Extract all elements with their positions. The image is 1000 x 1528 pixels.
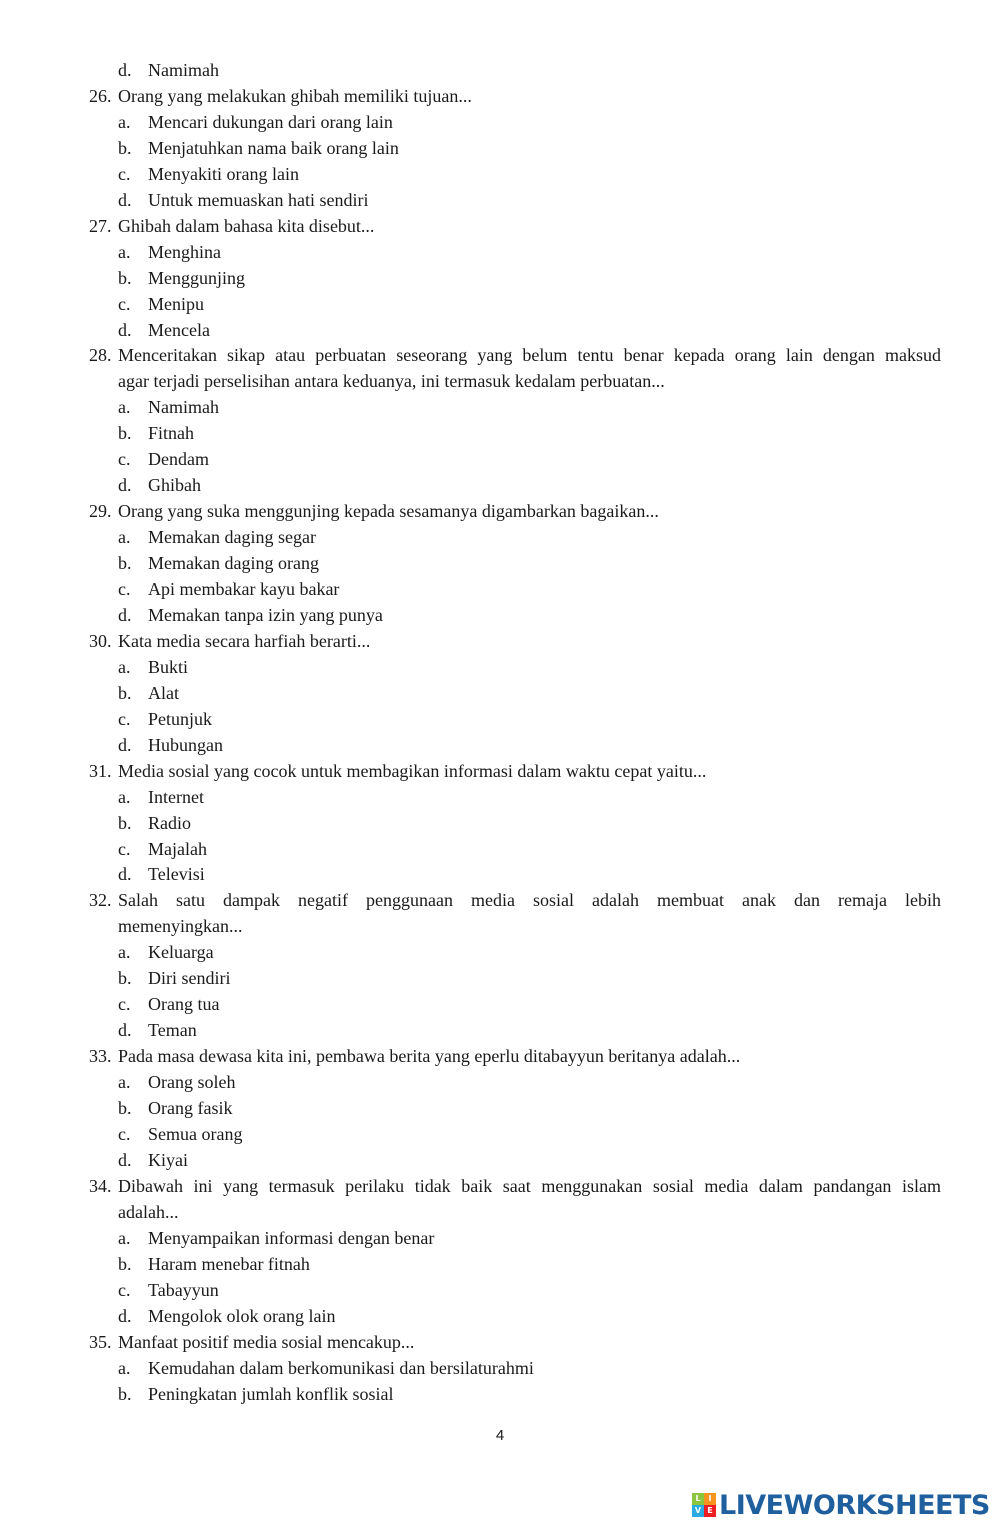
option-letter: d. — [118, 1149, 132, 1170]
option-letter: a. — [118, 527, 131, 548]
question-text: adalah... — [118, 1201, 179, 1222]
option-letter: a. — [118, 397, 131, 418]
option-letter: c. — [118, 163, 131, 184]
question-number: 33. — [89, 1046, 112, 1067]
question-text: Salah satu dampak negatif penggunaan media sosial adalah membuat anak dan remaja lebih — [118, 890, 941, 911]
option-letter: d. — [118, 864, 132, 885]
option-letter: a. — [118, 1072, 131, 1092]
option-text: Haram menebar fitnah — [148, 1253, 310, 1274]
question-text: Orang yang suka menggunjing kepada sesamanya digambarkan bagaikan... — [118, 501, 659, 522]
option-letter: c. — [118, 579, 131, 599]
option-text: Semua orang — [148, 1124, 243, 1144]
option-letter: b. — [118, 812, 132, 833]
option-letter: c. — [118, 1279, 131, 1300]
option-text: Namimah — [148, 60, 219, 80]
option-letter: a. — [118, 111, 131, 132]
option-text: Internet — [148, 786, 204, 807]
option-letter: d. — [118, 319, 132, 340]
option-text: Orang tua — [148, 994, 220, 1015]
option-letter: a. — [118, 1227, 131, 1248]
option-letter: c. — [118, 449, 131, 470]
option-text: Teman — [148, 1020, 197, 1041]
option-text: Majalah — [148, 838, 207, 859]
option-text: Orang fasik — [148, 1098, 233, 1118]
option-text: Radio — [148, 812, 191, 833]
logo-letter: V — [692, 1505, 704, 1517]
question-text: Media sosial yang cocok untuk membagikan informasi dalam waktu cepat yaitu... — [118, 760, 707, 781]
page-number: 4 — [495, 1427, 505, 1444]
option-letter: a. — [118, 1357, 131, 1378]
option-text: Peningkatan jumlah konflik sosial — [148, 1383, 394, 1404]
option-text: Memakan tanpa izin yang punya — [148, 604, 383, 625]
option-letter: a. — [118, 656, 131, 677]
option-text: Hubungan — [148, 734, 223, 755]
question-text: memenyingkan... — [118, 916, 243, 937]
question-text: Menceritakan sikap atau perbuatan seseorang yang belum tentu benar kepada orang lain dengan maksud — [118, 345, 941, 366]
question-text: Manfaat positif media sosial mencakup... — [118, 1331, 415, 1352]
option-text: Mencari dukungan dari orang lain — [148, 111, 393, 132]
option-text: Diri sendiri — [148, 968, 231, 989]
question-number: 35. — [89, 1331, 112, 1352]
option-letter: d. — [118, 1020, 132, 1041]
option-text: Alat — [148, 682, 179, 703]
question-number: 34. — [89, 1175, 112, 1196]
option-text: Dendam — [148, 449, 209, 470]
question-number: 27. — [89, 215, 112, 236]
option-letter: c. — [118, 708, 131, 729]
option-letter: c. — [118, 994, 131, 1015]
option-letter: a. — [118, 241, 131, 262]
brand-name: LIVEWORKSHEETS — [719, 1489, 990, 1521]
option-text: Menyampaikan informasi dengan benar — [148, 1227, 435, 1248]
option-letter: d. — [118, 60, 132, 80]
option-text: Untuk memuaskan hati sendiri — [148, 189, 369, 210]
option-text: Mencela — [148, 319, 210, 340]
logo-letter: I — [704, 1493, 716, 1505]
option-letter: b. — [118, 682, 132, 703]
question-text: Pada masa dewasa kita ini, pembawa berita yang eperlu ditabayyun beritanya adalah... — [118, 1046, 741, 1067]
option-letter: d. — [118, 734, 132, 755]
option-text: Televisi — [148, 864, 205, 885]
question-text: agar terjadi perselisihan antara keduanya, ini termasuk kedalam perbuatan... — [118, 371, 665, 392]
option-text: Menghina — [148, 241, 221, 262]
logo-letter: E — [704, 1505, 716, 1517]
question-text: Dibawah ini yang termasuk perilaku tidak baik saat menggunakan sosial media dalam pandangan islam — [118, 1175, 941, 1196]
option-letter: c. — [118, 838, 131, 859]
option-text: Petunjuk — [148, 708, 213, 729]
question-number: 31. — [89, 760, 112, 781]
liveworksheets-logo-icon — [692, 1493, 716, 1517]
question-text: Ghibah dalam bahasa kita disebut... — [118, 215, 375, 236]
question-number: 30. — [89, 630, 112, 651]
option-letter: c. — [118, 293, 131, 314]
option-text: Keluarga — [148, 942, 214, 963]
logo-letter: L — [692, 1493, 704, 1505]
option-letter: d. — [118, 1305, 132, 1326]
option-text: Menyakiti orang lain — [148, 163, 299, 184]
option-letter: a. — [118, 942, 131, 963]
question-number: 32. — [89, 890, 112, 911]
option-letter: b. — [118, 267, 132, 288]
option-text: Kemudahan dalam berkomunikasi dan bersilaturahmi — [148, 1357, 534, 1378]
option-text: Menjatuhkan nama baik orang lain — [148, 137, 399, 158]
option-text: Fitnah — [148, 423, 195, 444]
option-letter: b. — [118, 423, 132, 444]
option-letter: b. — [118, 553, 132, 573]
option-letter: c. — [118, 1124, 131, 1144]
option-letter: b. — [118, 1383, 132, 1404]
option-text: Tabayyun — [148, 1279, 219, 1300]
option-text: Memakan daging segar — [148, 527, 316, 548]
liveworksheets-brand[interactable] — [692, 1488, 990, 1522]
option-text: Orang soleh — [148, 1072, 236, 1092]
option-letter: d. — [118, 475, 132, 496]
option-text: Kiyai — [148, 1149, 188, 1170]
option-text: Namimah — [148, 397, 219, 418]
option-text: Memakan daging orang — [148, 553, 319, 573]
option-text: Mengolok olok orang lain — [148, 1305, 336, 1326]
question-number: 29. — [89, 501, 112, 522]
question-text: Kata media secara harfiah berarti... — [118, 630, 371, 651]
option-letter: b. — [118, 1098, 132, 1118]
option-letter: d. — [118, 189, 132, 210]
question-number: 28. — [89, 345, 112, 366]
question-number: 26. — [89, 86, 112, 106]
option-text: Ghibah — [148, 475, 201, 496]
option-text: Menggunjing — [148, 267, 245, 288]
option-letter: b. — [118, 1253, 132, 1274]
option-letter: b. — [118, 137, 132, 158]
option-letter: a. — [118, 786, 131, 807]
option-letter: b. — [118, 968, 132, 989]
option-letter: d. — [118, 604, 132, 625]
option-text: Api membakar kayu bakar — [148, 579, 340, 599]
option-text: Bukti — [148, 656, 189, 677]
question-text: Orang yang melakukan ghibah memiliki tujuan... — [118, 86, 472, 106]
option-text: Menipu — [148, 293, 204, 314]
